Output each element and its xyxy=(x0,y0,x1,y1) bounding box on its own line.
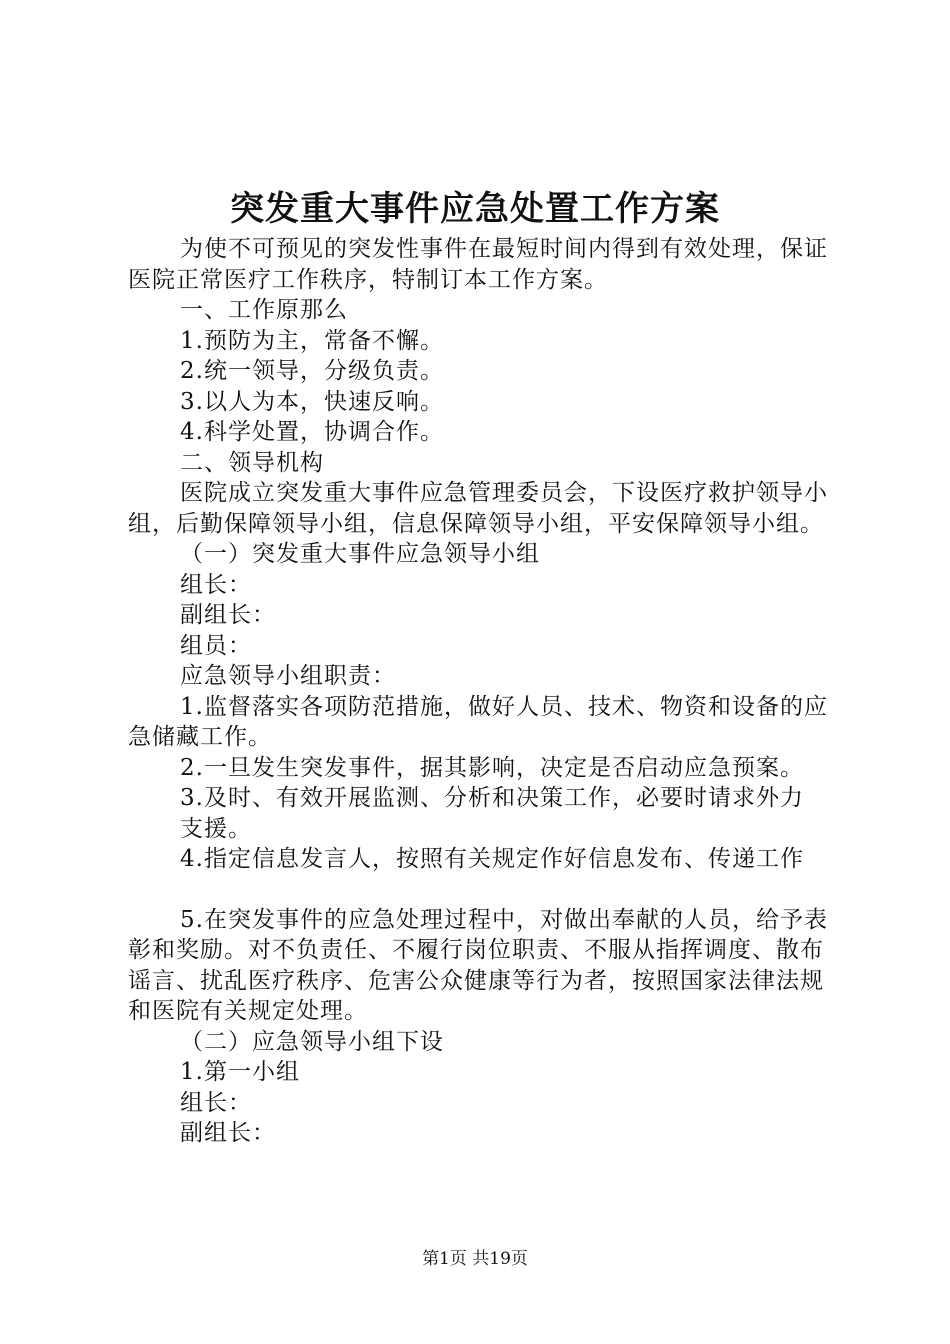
group-heading: 1.第一小组 xyxy=(180,1059,300,1085)
principle-item: 3.以人为本，快速反响。 xyxy=(180,388,444,415)
principle-item: 4.科学处置，协调合作。 xyxy=(180,419,444,445)
duties-heading: 应急领导小组职责： xyxy=(180,663,396,689)
document-body xyxy=(128,234,834,1149)
role-line: 组长： xyxy=(180,571,252,598)
intro-paragraph: 为使不可预见的突发性事件在最短时间内得到有效处理，保证医院正常医疗工作秩序，特制订本工作方案。 xyxy=(128,236,828,293)
duty-item: 3.及时、有效开展监测、分析和决策工作，必要时请求外力 xyxy=(180,785,804,811)
principle-item: 2.统一领导，分级负责。 xyxy=(180,358,444,384)
role-line: 副组长： xyxy=(180,1120,276,1146)
section-heading-leadership: 二、领导机构 xyxy=(180,449,324,476)
role-line: 组员： xyxy=(180,632,252,659)
section-heading-principles: 一、工作原那么 xyxy=(180,297,348,323)
duty-item: 4.指定信息发言人，按照有关规定作好信息发布、传递工作 xyxy=(180,846,804,872)
leadership-paragraph: 医院成立突发重大事件应急管理委员会，下设医疗救护领导小组，后勤保障领导小组，信息保障领导小组，平安保障领导小组。 xyxy=(128,480,828,537)
page-footer: 第1页 共19页 xyxy=(422,1249,528,1269)
duty-item-continuation: 支援。 xyxy=(180,815,252,842)
subsection-heading: （二）应急领导小组下设 xyxy=(180,1028,444,1055)
role-line: 副组长： xyxy=(180,602,276,628)
duty-item: 2.一旦发生突发事件，据其影响，决定是否启动应急预案。 xyxy=(180,754,804,781)
duty-item: 5.在突发事件的应急处理过程中，对做出奉献的人员，给予表彰和奖励。对不负责任、不履行岗位职责、不服从指挥调度、散布谣言、扰乱医疗秩序、危害公众健康等行为者，按照国家法律法规和医院有关规定处理。 xyxy=(128,906,828,1024)
document-title: 突发重大事件应急处置工作方案 xyxy=(230,189,720,229)
duty-item: 1.监督落实各项防范措施，做好人员、技术、物资和设备的应急储藏工作。 xyxy=(128,693,828,750)
subsection-heading: （一）突发重大事件应急领导小组 xyxy=(180,541,540,567)
role-line: 组长： xyxy=(180,1089,252,1116)
paragraph-gap xyxy=(128,875,834,905)
principle-item: 1.预防为主，常备不懈。 xyxy=(180,327,444,354)
